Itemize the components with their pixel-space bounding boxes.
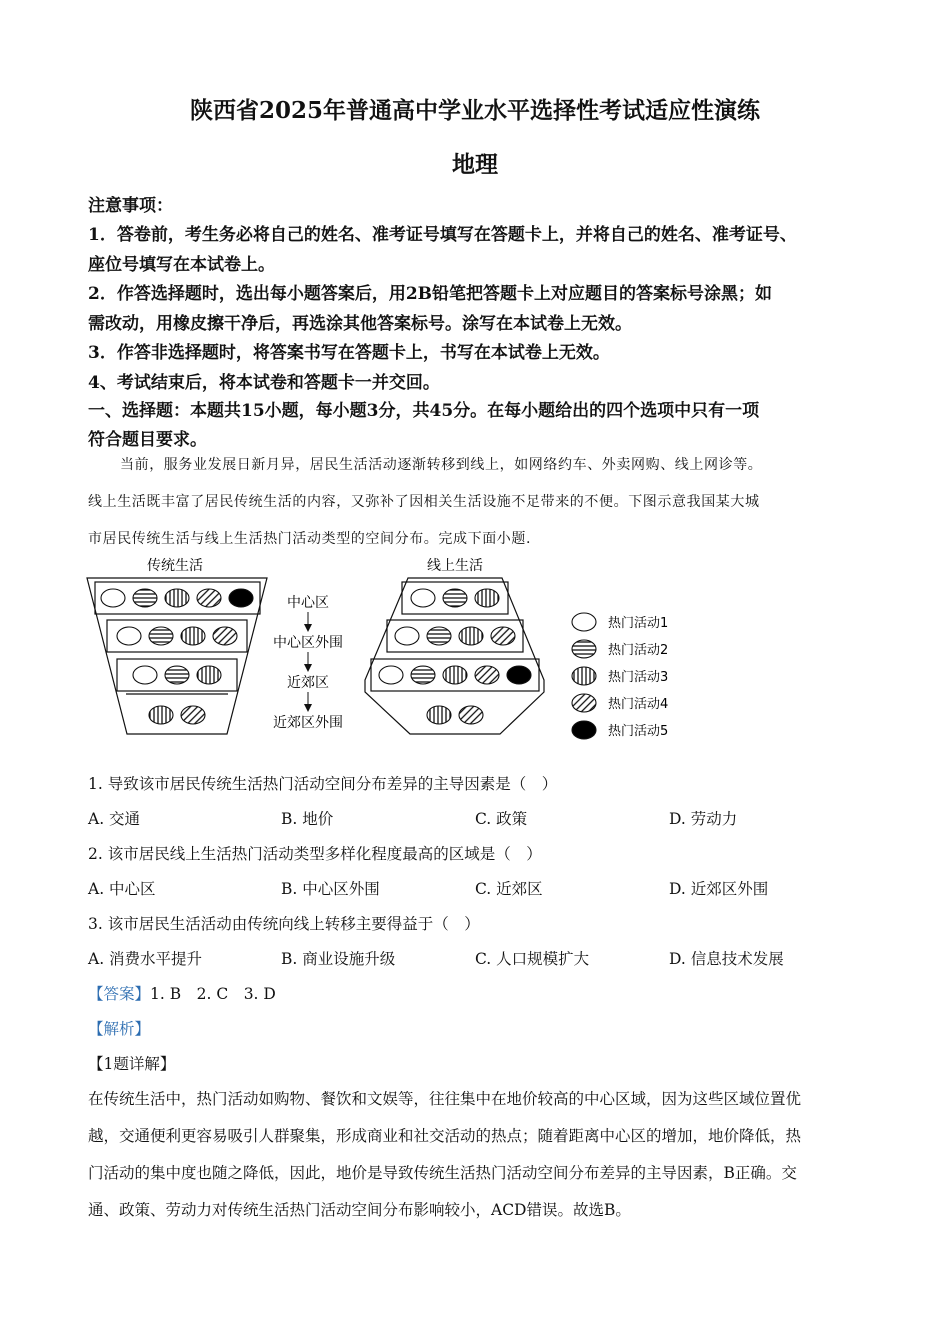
q3-option-c: C. 人口规模扩大 [475,950,590,968]
question-1: 1. 导致该市居民传统生活热门活动空间分布差异的主导因素是（ ） [88,775,558,793]
online-activity-5-mark [507,666,531,684]
question-3: 3. 该市居民生活活动由传统向线上转移主要得益于（ ） [88,915,480,933]
section-heading: 符合题目要求。 [88,430,207,450]
exam-title: 陕西省2025年普通高中学业水平选择性考试适应性演练 [189,97,760,124]
passage-line: 市居民传统生活与线上生活热门活动类型的空间分布。完成下面小题. [88,531,532,547]
zone-label: 近郊区 [287,675,329,691]
traditional-activity-1-mark [117,627,141,645]
online-activity-1-mark [379,666,403,684]
passage-line: 当前，服务业发展日新月异，居民生活活动逐渐转移到线上，如网络约车、外卖网购、线上网诊等。 [120,457,763,473]
q2-option-d: D. 近郊区外围 [669,880,769,898]
activity-distribution-figure [80,552,700,752]
explanation-line: 门活动的集中度也随之降低，因此，地价是导致传统生活热门活动空间分布差异的主导因素，B正确。交 [88,1164,797,1182]
legend-label: 热门活动5 [608,724,669,739]
notice-line: 4、考试结束后，将本试卷和答题卡一并交回。 [88,373,440,393]
notice-line: 座位号填写在本试卷上。 [88,255,275,275]
analysis-label: 【解析】 [88,1020,151,1038]
legend-label: 热门活动4 [608,697,669,712]
passage-line: 线上生活既丰富了居民传统生活的内容，又弥补了因相关生活设施不足带来的不便。下图示意我国某大城 [88,494,760,510]
traditional-activity-4-mark [197,589,221,607]
question-2: 2. 该市居民线上生活热门活动类型多样化程度最高的区域是（ ） [88,845,542,863]
online-activity-3-mark [427,706,451,724]
q2-option-c: C. 近郊区 [475,880,543,898]
traditional-activity-4-mark [181,706,205,724]
q1-option-a: A. 交通 [88,810,141,828]
q3-option-a: A. 消费水平提升 [88,950,203,968]
traditional-activity-2-mark [133,589,157,607]
q1-option-b: B. 地价 [281,810,334,828]
zone-label: 近郊区外围 [273,715,343,731]
q2-option-b: B. 中心区外围 [281,880,380,898]
q2-option-a: A. 中心区 [88,880,156,898]
notice-line: 1．答卷前，考生务必将自己的姓名、准考证号填写在答题卡上，并将自己的姓名、准考证号、 [88,225,797,245]
legend-activity-5-mark [572,721,596,739]
section-heading: 一、选择题：本题共15小题，每小题3分，共45分。在每小题给出的四个选项中只有一项 [88,401,760,421]
subject-title: 地理 [452,151,498,178]
online-activity-3-mark [443,666,467,684]
notice-heading: 注意事项： [88,196,173,216]
traditional-activity-2-mark [149,627,173,645]
q3-option-d: D. 信息技术发展 [669,950,784,968]
traditional-activity-3-mark [165,589,189,607]
online-activity-2-mark [443,589,467,607]
online-activity-4-mark [459,706,483,724]
notice-line: 需改动，用橡皮擦干净后，再选涂其他答案标号。涂写在本试卷上无效。 [88,314,632,334]
online-activity-3-mark [475,589,499,607]
explanation-line: 越，交通便利更容易吸引人群聚集，形成商业和社交活动的热点；随着距离中心区的增加，地价降低，热 [88,1127,802,1145]
explanation-line: 在传统生活中，热门活动如购物、餐饮和文娱等，往往集中在地价较高的中心区域，因为这些区域位置优 [88,1090,802,1108]
online-activity-2-mark [411,666,435,684]
traditional-activity-1-mark [101,589,125,607]
online-activity-1-mark [395,627,419,645]
q1-option-d: D. 劳动力 [669,810,738,828]
answer-text: 1. B 2. C 3. D [150,985,276,1003]
legend-label: 热门活动1 [608,616,669,631]
zone-label: 中心区外围 [273,635,343,651]
traditional-activity-3-mark [149,706,173,724]
online-activity-3-mark [459,627,483,645]
online-activity-2-mark [427,627,451,645]
legend-activity-1-mark [572,613,596,631]
legend-activity-2-mark [572,640,596,658]
traditional-activity-1-mark [133,666,157,684]
traditional-title: 传统生活 [147,558,203,574]
zone-label: 中心区 [287,595,329,611]
legend-activity-3-mark [572,667,596,685]
traditional-activity-4-mark [213,627,237,645]
online-title: 线上生活 [427,558,483,574]
online-activity-4-mark [475,666,499,684]
legend-activity-4-mark [572,694,596,712]
q3-option-b: B. 商业设施升级 [281,950,396,968]
traditional-activity-5-mark [229,589,253,607]
online-activity-1-mark [411,589,435,607]
traditional-activity-3-mark [197,666,221,684]
legend-label: 热门活动3 [608,670,669,685]
notice-line: 3．作答非选择题时，将答案书写在答题卡上，书写在本试卷上无效。 [88,343,610,363]
legend-label: 热门活动2 [608,643,669,658]
answer-label: 【答案】 [88,985,151,1003]
detail-label: 【1题详解】 [88,1055,176,1073]
traditional-activity-3-mark [181,627,205,645]
q1-option-c: C. 政策 [475,810,528,828]
online-activity-4-mark [491,627,515,645]
answer-line [88,982,276,1004]
traditional-activity-2-mark [165,666,189,684]
explanation-line: 通、政策、劳动力对传统生活热门活动空间分布影响较小，ACD错误。故选B。 [88,1201,631,1219]
notice-line: 2．作答选择题时，选出每小题答案后，用2B铅笔把答题卡上对应题目的答案标号涂黑；如 [88,284,773,304]
